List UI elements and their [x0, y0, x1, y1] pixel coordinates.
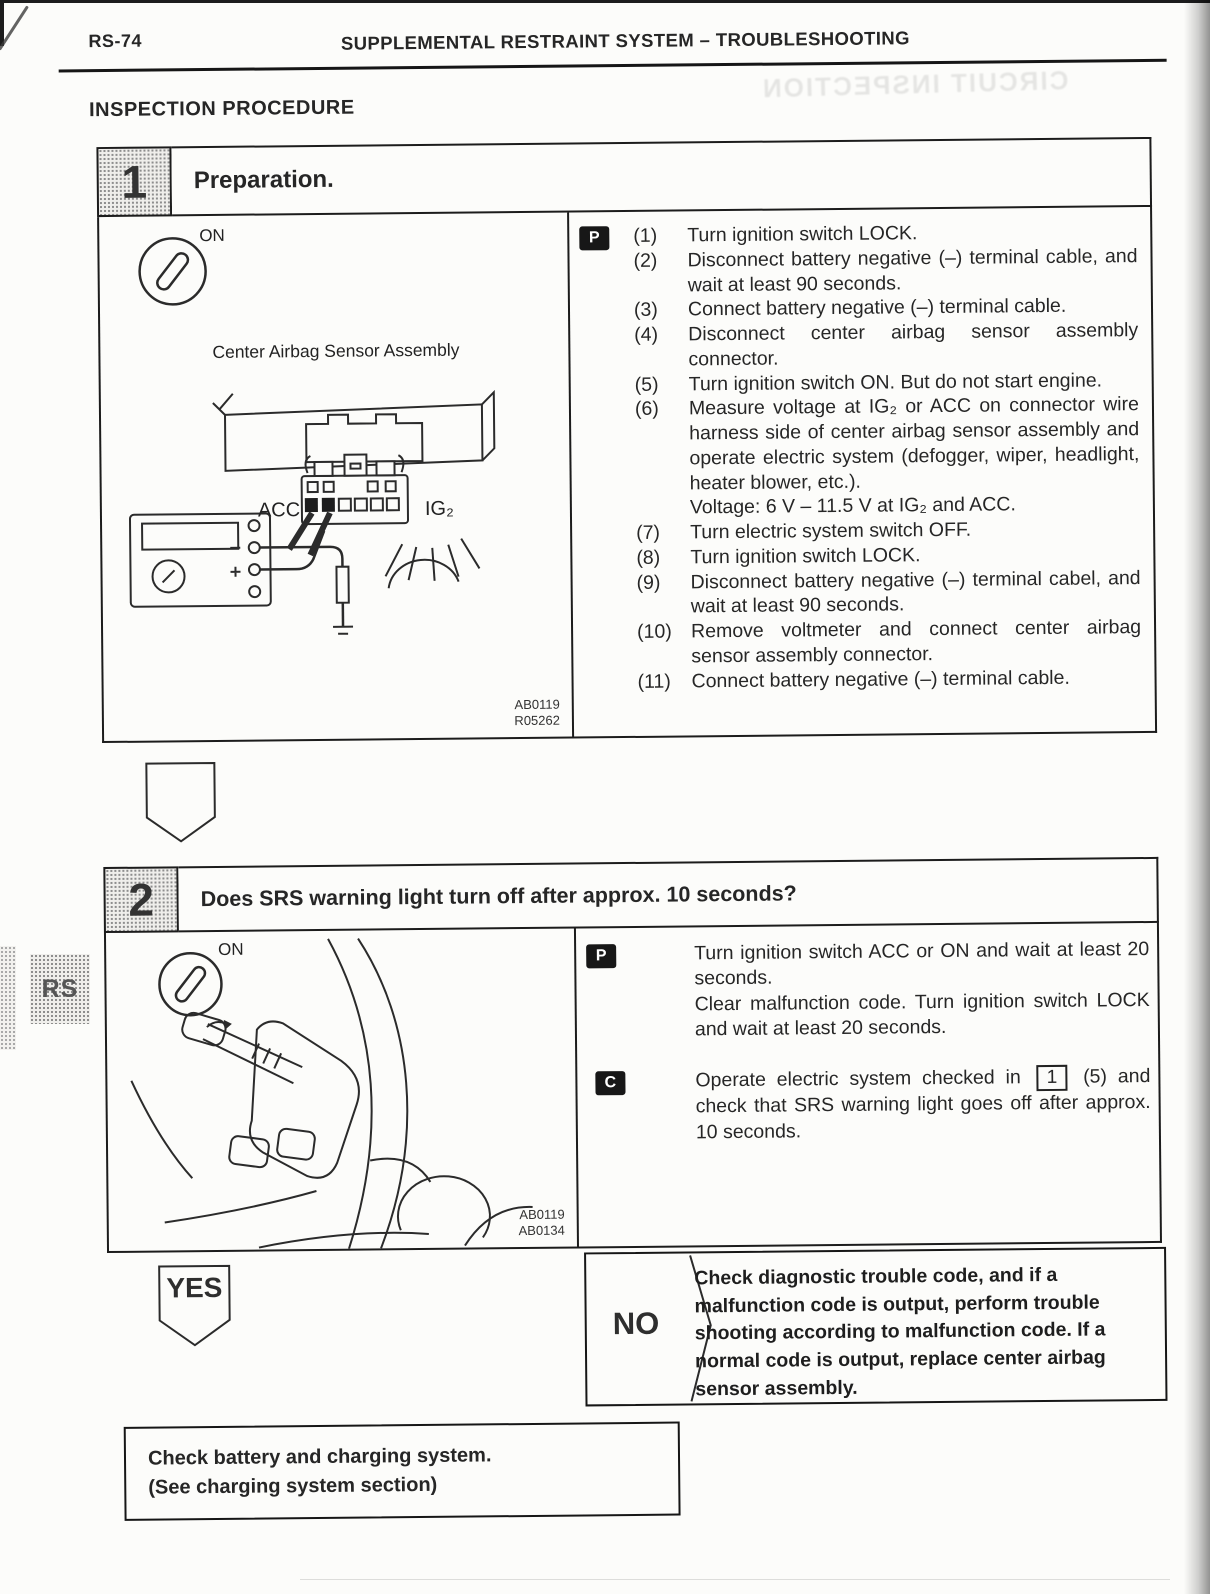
ignition-position-label: ON: [218, 939, 244, 959]
next-action-box: [124, 1422, 681, 1521]
sensor-voltmeter-illustration: [99, 213, 572, 741]
steering-wheel-drawing: [328, 937, 490, 1249]
connector-drawing: [301, 454, 408, 524]
prepare-badge: P: [586, 944, 616, 968]
figure-code: AB0134: [518, 1222, 565, 1238]
step-text: Connect battery negative (–) terminal cable.: [687, 295, 1067, 321]
step-number: (7): [636, 521, 661, 544]
step-text: Disconnect battery negative (–) terminal cable, and wait at least 90 seconds.: [687, 244, 1138, 296]
step2-procedure: [576, 923, 1160, 1247]
ignition-key-icon: [159, 953, 222, 1016]
step-number: (8): [636, 546, 661, 569]
step-text: Turn ignition switch LOCK.: [687, 222, 918, 247]
procedure-step: [633, 244, 1150, 298]
wire-harness-lines: [385, 538, 479, 588]
step2-body: [104, 923, 1162, 1253]
ignition-position-label: ON: [199, 225, 225, 246]
step2-box: [103, 857, 1162, 1253]
ig2-terminal-label: IG₂: [424, 497, 454, 520]
procedure-steps: [633, 219, 1154, 694]
step1-header: [96, 137, 1152, 217]
procedure-step: [635, 392, 1153, 496]
procedure-step: [637, 664, 1154, 694]
step-text: Connect battery negative (–) terminal cable.: [691, 666, 1070, 692]
procedure-step: [634, 318, 1151, 372]
step-text: Measure voltage at IG₂ or ACC on connector wire harness side of center airbag sensor assembly and operate electric system (defogger, wiper, headlight, heater blower, etc.).: [688, 393, 1140, 494]
step-number: (2): [633, 249, 658, 272]
flow-down-arrow: [144, 761, 217, 846]
label-leader-line: [219, 394, 233, 410]
step1-procedure: [569, 207, 1155, 737]
step-number: (10): [636, 620, 672, 643]
ghost-bleedthrough-text: CIRCUIT INSPECTION: [760, 65, 1069, 104]
voltmeter-drawing: [130, 513, 271, 606]
dashboard-lines: [131, 1077, 533, 1249]
yes-branch: [157, 1264, 232, 1349]
figure-code: R05262: [514, 712, 561, 728]
step-text: Voltage: 6 V – 11.5 V at IG₂ and ACC.: [689, 493, 1016, 519]
step1-number: 1: [121, 155, 148, 208]
figure-code: AB0119: [519, 1206, 565, 1222]
page-number: RS-74: [88, 30, 143, 52]
check-badge: C: [595, 1071, 625, 1095]
prepare-line: Clear malfunction code. Turn ignition switch LOCK and wait at least 20 seconds.: [694, 988, 1150, 1041]
acc-terminal-label: ACC: [257, 499, 301, 522]
step2-figure: [106, 929, 579, 1251]
step2-number-cell: [103, 866, 179, 933]
step-number: (4): [634, 323, 659, 346]
yes-label: YES: [166, 1271, 223, 1304]
step1-reference-box: 1: [1037, 1065, 1068, 1091]
section-tab-label: RS: [41, 974, 79, 1003]
section-heading: INSPECTION PROCEDURE: [88, 96, 355, 122]
step-text: Remove voltmeter and connect center airbag sensor assembly connector.: [690, 616, 1142, 668]
step-number: (1): [633, 224, 658, 247]
step-text: Turn ignition switch LOCK.: [690, 543, 921, 569]
figure-codes: [514, 696, 560, 729]
procedure-step: [637, 565, 1154, 619]
step1-title-cell: [171, 137, 1152, 216]
prepare-line: Turn ignition switch ACC or ON and wait at least 20 seconds.: [694, 938, 1150, 990]
step1-figure: [99, 213, 574, 741]
no-label: NO: [612, 1305, 660, 1342]
step2-header: [103, 857, 1159, 933]
step2-title: Does SRS warning light turn off after approx. 10 seconds?: [200, 880, 797, 911]
sensor-assembly-label: Center Airbag Sensor Assembly: [212, 339, 460, 362]
ignition-key-icon: [139, 238, 206, 305]
page-title: SUPPLEMENTAL RESTRAINT SYSTEM – TROUBLESHOOTING: [340, 27, 911, 54]
next-action-line2: (See charging system section): [148, 1473, 438, 1499]
step2-title-cell: [178, 857, 1159, 932]
step-text: Turn ignition switch ON. But do not start engine.: [688, 368, 1103, 395]
steering-column-illustration: [106, 929, 577, 1251]
step-number: (5): [634, 373, 659, 396]
next-action-line1: Check battery and charging system.: [147, 1444, 492, 1470]
check-paragraph-block: [585, 1064, 1159, 1146]
step-number: (9): [636, 571, 661, 594]
step-text: Disconnect center airbag sensor assembly connector.: [688, 319, 1139, 371]
step-number: (3): [633, 298, 658, 322]
column-and-stalk-drawing: [180, 1009, 360, 1179]
step1-number-cell: [96, 146, 172, 217]
check-text-before: Operate electric system checked in: [695, 1066, 1021, 1092]
step-number: (6): [634, 397, 659, 421]
check-paragraph: [695, 1064, 1151, 1145]
figure-codes: [518, 1206, 565, 1239]
check-text-after: (5) and check that SRS warning light goes off after approx. 10 seconds.: [695, 1065, 1151, 1143]
step1-title: Preparation.: [193, 165, 334, 195]
step1-body: [97, 207, 1157, 743]
no-branch-box: [584, 1247, 1167, 1407]
step-number: (11): [637, 670, 671, 693]
step-text: Disconnect battery negative (–) terminal cabel, and wait at least 90 seconds.: [690, 566, 1141, 618]
figure-code: AB0119: [514, 696, 560, 712]
procedure-step: [637, 615, 1154, 669]
step1-box: [96, 137, 1157, 743]
step2-number: 2: [128, 873, 155, 926]
prepare-badge: P: [579, 226, 609, 250]
voltmeter-leads: [260, 531, 353, 635]
no-branch-text: Check diagnostic trouble code, and if a malfunction code is output, perform trouble shooting according to malfunction code. If a normal code is output, replace center airbag sensor assembly.: [694, 1263, 1106, 1401]
prepare-paragraph: [694, 937, 1150, 1043]
step-number: [636, 496, 690, 521]
step-text: Turn electric system switch OFF.: [690, 518, 972, 544]
